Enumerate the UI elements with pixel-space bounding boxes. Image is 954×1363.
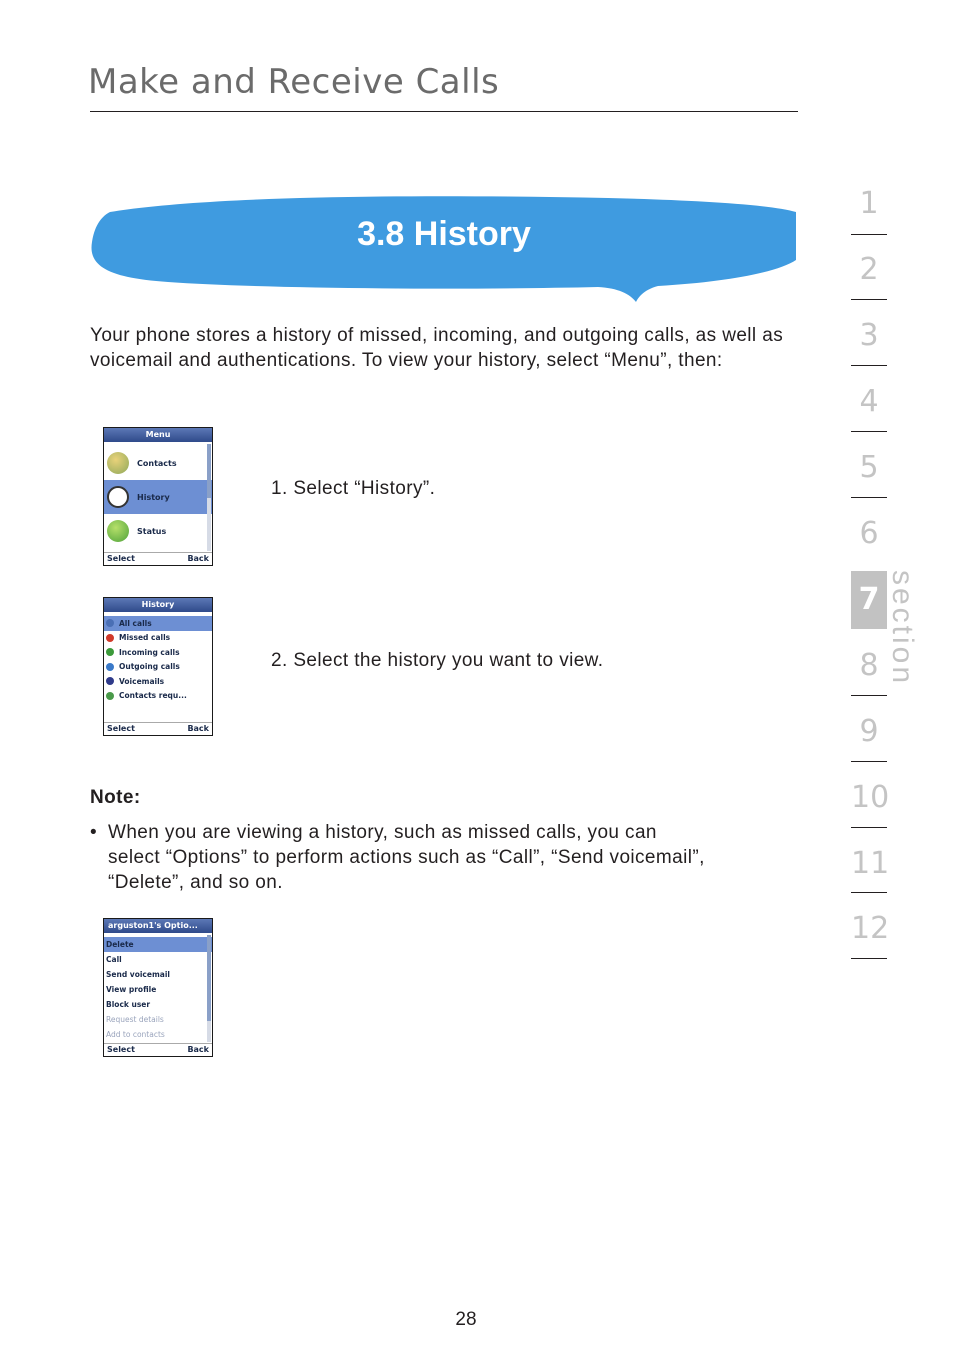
scrollbar xyxy=(207,935,211,1042)
status-check-icon xyxy=(107,520,129,542)
history-clock-icon xyxy=(107,486,129,508)
contact-request-icon xyxy=(106,692,114,700)
screen-title: arguston1's Optio... xyxy=(104,919,212,933)
option-add-to-contacts: Add to contacts xyxy=(106,1030,165,1039)
header-divider xyxy=(90,111,798,112)
section-divider xyxy=(851,695,887,696)
section-divider xyxy=(851,234,887,235)
option-call: Call xyxy=(106,955,122,964)
options-screenshot xyxy=(103,918,213,1057)
note-bullet-item xyxy=(90,820,710,895)
step-1: 1. Select “History”. xyxy=(271,478,436,499)
intro-paragraph: Your phone stores a history of missed, incoming, and outgoing calls, as well as voicemail and authentications. To view your history, select “Menu”, then: xyxy=(90,325,784,371)
voicemail-icon xyxy=(106,677,114,685)
screen-title: Menu xyxy=(104,428,212,442)
section-tab-7-active[interactable]: 7 xyxy=(851,571,887,629)
history-item-voicemails: Voicemails xyxy=(104,674,212,689)
history-item-missed-calls: Missed calls xyxy=(104,631,212,646)
section-tab-12[interactable]: 12 xyxy=(851,911,890,946)
history-item-contact-requests: Contacts requ... xyxy=(104,689,212,704)
softkey-select: Select xyxy=(107,554,135,563)
page-header-title: Make and Receive Calls xyxy=(88,62,500,102)
section-tab-10[interactable]: 10 xyxy=(851,780,890,815)
missed-call-icon xyxy=(106,634,114,642)
history-item-outgoing-calls: Outgoing calls xyxy=(104,660,212,675)
section-tab-9[interactable]: 9 xyxy=(859,714,879,749)
bullet-glyph: • xyxy=(90,822,98,843)
incoming-call-icon xyxy=(106,648,114,656)
menu-item-status: Status xyxy=(104,514,212,548)
section-divider xyxy=(851,365,887,366)
option-request-details: Request details xyxy=(106,1015,164,1024)
section-tab-3[interactable]: 3 xyxy=(859,318,879,353)
section-tab-4[interactable]: 4 xyxy=(859,384,879,419)
section-divider xyxy=(851,431,887,432)
softkey-back: Back xyxy=(187,1045,209,1054)
page-number: 28 xyxy=(455,1309,477,1330)
softkey-back: Back xyxy=(187,554,209,563)
section-divider xyxy=(851,761,887,762)
section-tab-1[interactable]: 1 xyxy=(859,186,879,221)
section-tab-6[interactable]: 6 xyxy=(859,516,879,551)
softkey-select: Select xyxy=(107,1045,135,1054)
menu-item-history: History xyxy=(104,480,212,514)
section-divider xyxy=(851,827,887,828)
section-divider xyxy=(851,958,887,959)
section-tab-5[interactable]: 5 xyxy=(859,450,879,485)
section-tab-2[interactable]: 2 xyxy=(859,252,879,287)
section-divider xyxy=(851,299,887,300)
menu-item-contacts: Contacts xyxy=(104,446,212,480)
menu-screenshot xyxy=(103,427,213,566)
note-text: When you are viewing a history, such as missed calls, you can select “Options” to perform actions such as “Call”, “Send voicemail”, “Delete”, and so on. xyxy=(108,822,705,893)
section-divider xyxy=(851,892,887,893)
scrollbar xyxy=(207,444,211,551)
outgoing-call-icon xyxy=(106,663,114,671)
softkey-bar xyxy=(104,722,212,735)
option-view-profile: View profile xyxy=(106,985,157,994)
screen-title: History xyxy=(104,598,212,612)
history-screenshot xyxy=(103,597,213,736)
option-delete: Delete xyxy=(104,937,212,952)
option-block-user: Block user xyxy=(106,1000,151,1009)
history-item-all-calls: All calls xyxy=(104,616,212,631)
all-calls-icon xyxy=(106,619,114,627)
section-tab-8[interactable]: 8 xyxy=(859,648,879,683)
history-item-incoming-calls: Incoming calls xyxy=(104,645,212,660)
contacts-icon xyxy=(107,452,129,474)
softkey-back: Back xyxy=(187,724,209,733)
section-tab-11[interactable]: 11 xyxy=(851,846,890,881)
section-divider xyxy=(851,497,887,498)
note-heading: Note: xyxy=(90,787,141,808)
softkey-bar xyxy=(104,552,212,565)
section-vertical-label: section xyxy=(886,570,919,687)
section-heading: 3.8 History xyxy=(357,215,531,253)
step-2: 2. Select the history you want to view. xyxy=(271,650,604,671)
softkey-select: Select xyxy=(107,724,135,733)
option-send-voicemail: Send voicemail xyxy=(106,970,170,979)
softkey-bar xyxy=(104,1043,212,1056)
